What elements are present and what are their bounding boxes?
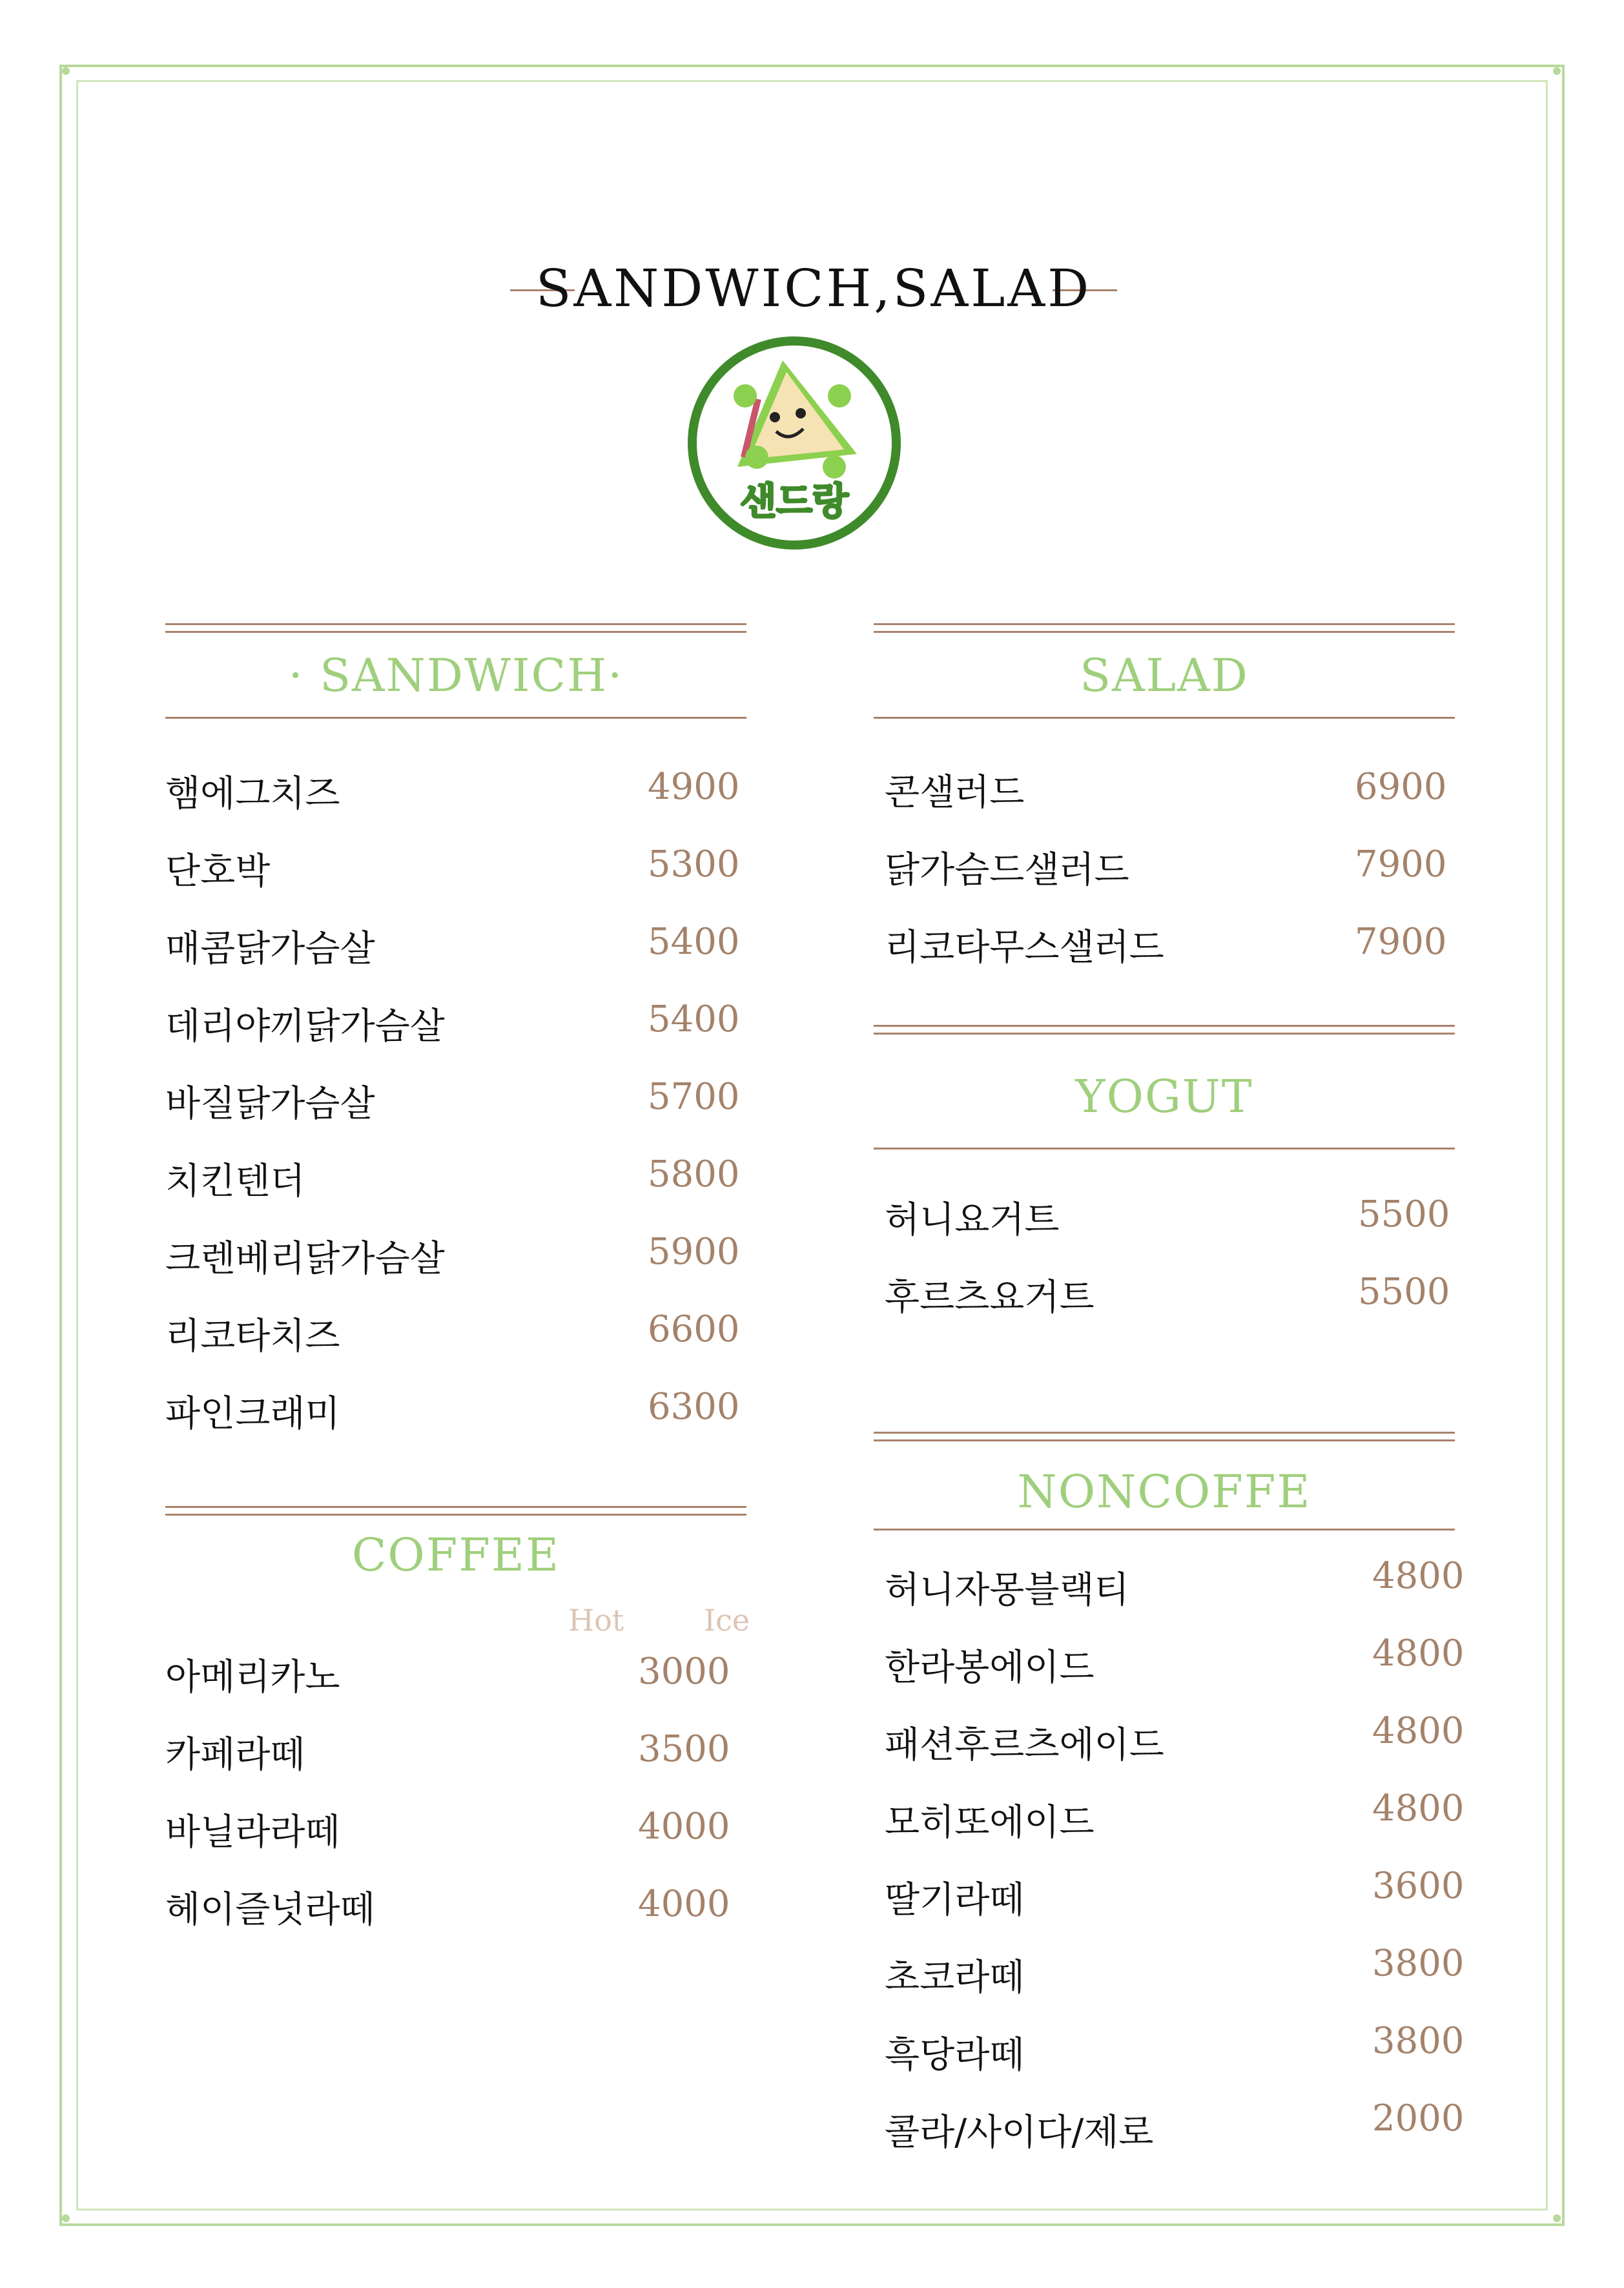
menu-item-name: 모히또에이드 xyxy=(885,1802,1095,1844)
menu-item-name: 리코타무스샐러드 xyxy=(885,927,1164,969)
menu-item-name: 초코라떼 xyxy=(885,1957,1025,1999)
menu-title: SANDWICH,SALAD xyxy=(535,258,1092,318)
menu-item-price: 4800 xyxy=(1372,1788,1465,1829)
menu-item-price: 5500 xyxy=(1358,1193,1450,1235)
menu-item-price: 3800 xyxy=(1372,2020,1465,2062)
menu-title-block xyxy=(504,245,1124,329)
menu-item-name: 허니자몽블랙티 xyxy=(885,1569,1129,1611)
menu-item-name: 파인크래미 xyxy=(165,1393,340,1435)
noncoffe-section-header xyxy=(874,1432,1455,1532)
menu-item-name: 치킨텐더 xyxy=(165,1160,305,1202)
menu-item-name: 리코타치즈 xyxy=(165,1315,340,1357)
menu-item-price: 6900 xyxy=(1355,766,1447,808)
corner-dot xyxy=(62,2214,70,2222)
menu-item-price: 5400 xyxy=(648,998,740,1040)
menu-item-name: 닭가슴드샐러드 xyxy=(885,849,1129,891)
menu-item-name: 흑당라떼 xyxy=(885,2034,1025,2076)
yogut-title: YOGUT xyxy=(1075,1070,1253,1123)
menu-item-price: 7900 xyxy=(1355,921,1447,963)
menu-item-price: 4000 xyxy=(638,1883,730,1925)
menu-item-price: 3500 xyxy=(638,1728,730,1770)
menu-item-price: 5400 xyxy=(648,921,740,963)
menu-item-name: 바질닭가슴살 xyxy=(165,1083,375,1125)
sandwich-title: · SANDWICH· xyxy=(288,649,624,702)
menu-item-name: 바닐라라떼 xyxy=(165,1811,340,1853)
menu-item-name: 아메리카노 xyxy=(165,1656,340,1698)
menu-item-name: 후르츠요거트 xyxy=(885,1277,1095,1319)
sandrang-logo xyxy=(686,335,903,551)
menu-item-name: 매콤닭가슴살 xyxy=(165,928,375,970)
menu-item-name: 콘샐러드 xyxy=(885,772,1025,814)
menu-item-price: 4000 xyxy=(638,1806,730,1848)
coffee-section-header xyxy=(165,1506,746,1583)
hot-label: Hot xyxy=(568,1603,624,1638)
menu-item-price: 5700 xyxy=(648,1076,740,1118)
salad-title: SALAD xyxy=(1080,649,1249,702)
corner-dot xyxy=(1553,67,1561,75)
menu-item-name: 패션후르츠에이드 xyxy=(885,1724,1164,1766)
menu-item-name: 햄에그치즈 xyxy=(165,773,340,815)
menu-item-price: 7900 xyxy=(1355,843,1447,885)
coffee-title: COFFEE xyxy=(351,1529,560,1582)
menu-item-name: 콜라/사이다/제로 xyxy=(885,2112,1154,2154)
menu-item-price: 4800 xyxy=(1372,1710,1465,1752)
menu-item-price: 2000 xyxy=(1372,2097,1465,2139)
menu-item-name: 데리야끼닭가슴살 xyxy=(165,1005,445,1047)
corner-dot xyxy=(62,67,70,75)
menu-item-price: 4900 xyxy=(648,766,740,808)
menu-item-name: 헤이즐넛라떼 xyxy=(165,1889,375,1931)
menu-item-price: 5500 xyxy=(1358,1271,1450,1313)
corner-dot xyxy=(1553,2214,1561,2222)
menu-item-name: 단호박 xyxy=(165,850,271,892)
salad-section-header xyxy=(874,623,1455,720)
yogut-section-header xyxy=(874,1025,1455,1151)
menu-item-name: 크렌베리닭가슴살 xyxy=(165,1238,445,1280)
sandwich-section-header xyxy=(165,623,746,720)
menu-item-price: 3000 xyxy=(638,1651,730,1693)
ice-label: Ice xyxy=(704,1603,750,1638)
menu-item-price: 5300 xyxy=(648,843,740,885)
menu-item-name: 딸기라떼 xyxy=(885,1879,1025,1921)
menu-item-price: 5900 xyxy=(648,1231,740,1273)
menu-item-price: 5800 xyxy=(648,1153,740,1195)
menu-item-price: 4800 xyxy=(1372,1555,1465,1597)
menu-item-name: 한라봉에이드 xyxy=(885,1647,1095,1689)
menu-item-price: 3800 xyxy=(1372,1943,1465,1984)
menu-item-name: 카페라떼 xyxy=(165,1734,305,1776)
menu-item-price: 4800 xyxy=(1372,1633,1465,1675)
logo-text: 샌드랑 xyxy=(739,479,849,523)
menu-item-price: 6600 xyxy=(648,1308,740,1350)
menu-item-price: 3600 xyxy=(1372,1865,1465,1907)
noncoffe-title: NONCOFFE xyxy=(1017,1465,1311,1518)
menu-item-name: 허니요거트 xyxy=(885,1199,1060,1241)
menu-item-price: 6300 xyxy=(648,1386,740,1428)
